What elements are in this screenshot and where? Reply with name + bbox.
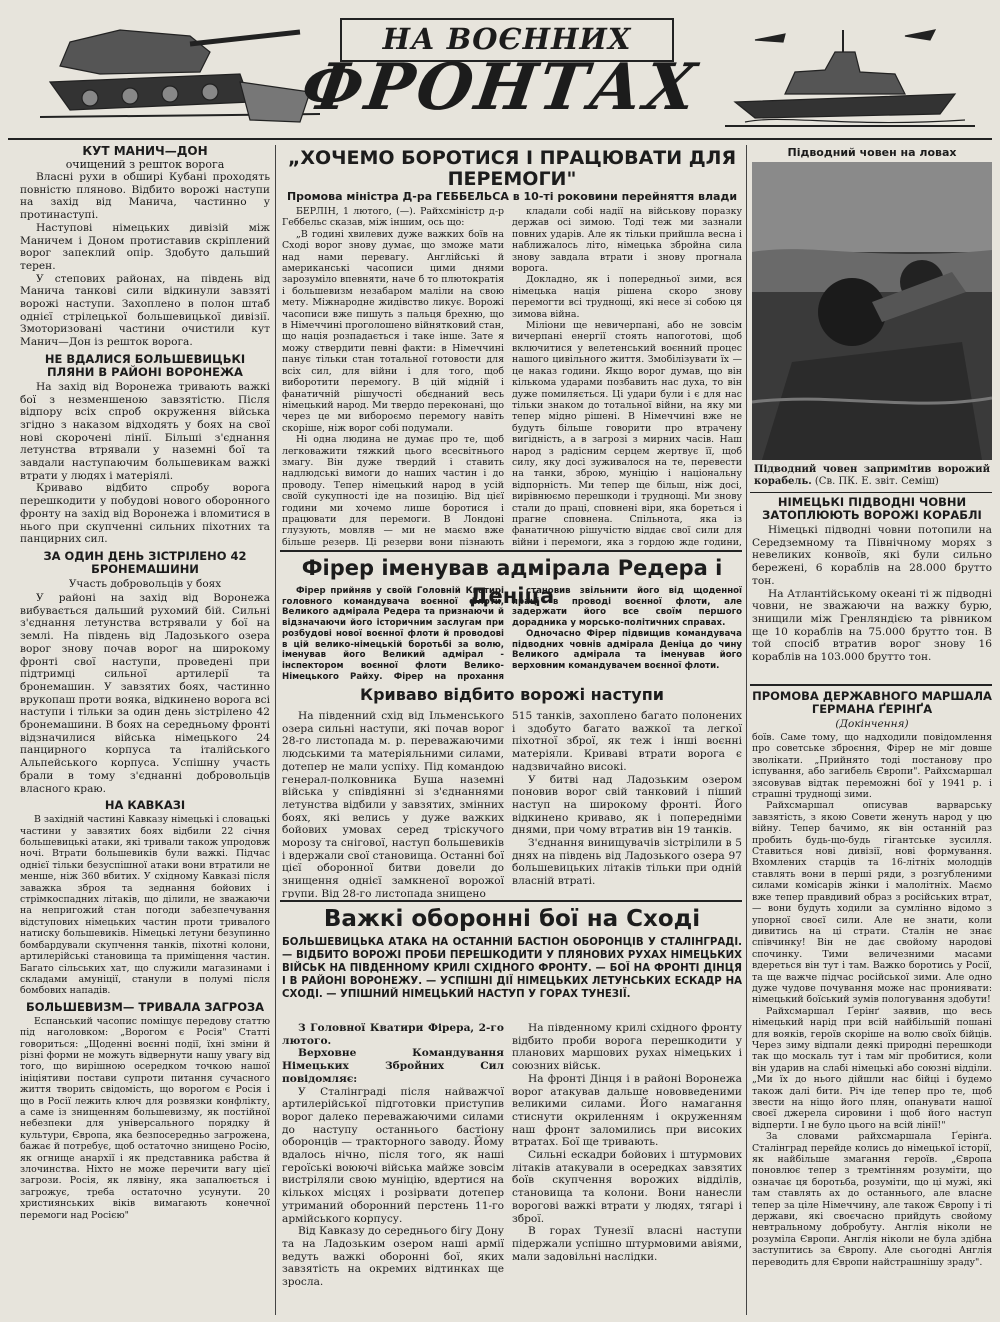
submarines-article — [752, 496, 992, 680]
bolshevism-paragraph: Еспанський часопис поміщує передову статтю під наголовком: „Ворогом є Росія" Статті говориться: „Щоденні воєнні події, їхні зміни й різні форми не можуть відвернути нашу увагу від того, що вирішною осередком точкою нашої ініціятиви постави супроти питання сучасного життя творить свідомість, що ворогом є Росія і що в Росії лежить ключ для розвязки конфлікту, а саме із знищенням большевизму, як постійної небезпеки для універсального порядку й культури, Європа, яка безпосередньо загрожена, бажає й потребує, щоб остаточно знищено Росію, як огнище анархії і як представника рабства й злочинства. Ніхто не може перечити вагу цієї загрози. Росія, як лявіну, яка запалюється і загрожує, треба остаточно усунути. 20 християнських віків вимагають конечної перемоги над Росією" — [20, 1015, 270, 1221]
photo-caption-block — [754, 464, 990, 488]
fuhrer-column-1 — [282, 586, 504, 682]
east-rule — [280, 900, 742, 902]
tank-illustration — [40, 22, 320, 132]
submarines-title: НІМЕЦЬКІ ПІДВОДНІ ЧОВНИ ЗАТОПЛЮЮТЬ ВОРОЖІ КОРАБЛІ — [762, 496, 982, 522]
east-dateline: З Головної Кватири Фірера, 2-го лютого. — [282, 1022, 504, 1047]
left-column — [20, 145, 270, 1315]
kut-subtitle: очищений з решток ворога — [65, 158, 225, 171]
fuhrer-rule — [280, 550, 742, 552]
photo-title: Підводний човен на ловах — [787, 146, 957, 159]
kut-paragraph-2: Наступові німецьких дивізій між Маничем і Доном протиставив скріплений ворог запеклий опір. Здобуто дальший терен. — [20, 221, 270, 272]
column-divider-1 — [275, 145, 276, 1315]
repelled-paragraph-3: У битві над Ладозьким озером поновив ворог свій танковий і піший наступ на широкому фронті. Його відкинено криваво, як і попередніми днями, при чому втратив він 19 танків. — [512, 773, 742, 837]
speech-paragraph-4: кладали собі надії на військову поразку держав осі зимою. Тоді теж ми зазнали повних ударів. Але як тільки прийшла весна і наближалось літо, німецька збройна сила знову завдала втрати і знову прогнала ворога. — [512, 206, 742, 275]
east-title: Важкі оборонні бої на Сході — [323, 906, 701, 932]
caucasus-paragraph: В західній частині Кавказу німецькі і словацькі частини у завзятих боях відбили 22 січня большевицькі атаки, які тривали також упродовж ночі. Втрати большевиків були важкі. Підчас однієї тільки безуспішної атаки вони втратили не менше, ніж 360 вбитих. У східному Кавказі після заважка зброя та зеднання бойових і стрімкоспадних літаків, що ділили, не зважаючи на непригожий стан погоди забезпечування відступових німецьких частин проти тривалого натиску большевиків. Німецькі летуни безупинно бомбардували скупчення танків, піхотні колони, артилерійські становища та приміщення частин. Багато сільських хат, що служили магазинами і складами амуніції, станули в полумі після бомбових нападів. — [20, 814, 270, 997]
masthead-line2: ФРОНТАХ — [297, 50, 704, 125]
east-command: Верховне Командування Німецьких Збройних Сил повідомляє: — [282, 1047, 504, 1085]
east-paragraph-1: У Сталінграді після найважчої артилерійської підготовки приступив ворог далеко переважаючими силами до наступу останнього бастіону оборонців — тракторного заводу. Йому вдалось нічно, після того, як наші героїські воюючі війська майже зовсім вистріляли свою муніцію, вдертися на кількох місцях і розірвати дотепер утриманий оборонний перстень 11-го армійського корпусу. — [282, 1085, 504, 1225]
east-paragraph-2: Від Кавказу до середнього бігу Дону та на Ладозьким озером наші армії ведуть важкі оборонні бої, яких завзятість на окремих відтинках ще зросла. — [282, 1225, 504, 1289]
submarine-photo — [752, 162, 992, 460]
goering-subtitle: (Докінчення) — [835, 718, 909, 730]
repelled-column-1 — [282, 710, 504, 898]
goering-paragraph-4: За словами райхсмаршала Ґерінґа. Сталінград перейде колись до німецької історії, як найбільше змагання героїв. „Європа поновлює тепер з тремтінням розуміти, що означає ця боротьба, розуміти, що ці мужі, які там ставлять ах до останнього, але власне тепер за ціле Німеччину, але також Європу і ті держави, які своєчасно прийдуть свойому невтральному добробуту. Англія ніколи не розуміла Європи. Англія ніколи не була здібна заступитись за Європу. Але сьогодні Англія переводить для Європи найстрашнішу зраду". — [752, 1131, 992, 1268]
photo-credit: (Св. ПК. Е. звіт. Семіш) — [814, 476, 939, 487]
speech-paragraph-5: Докладно, як і попередньої зими, вся німецька нація рішена скоро знову перемогти всі труднощі, які несе зі собою ця зимова війна. — [512, 274, 742, 320]
submarines-paragraph-2: На Атлантійському океані ті ж підводні човни, не зважаючи на важку бурю, знищили між Гренляндією та рівником ще 10 кораблів на 75.000 брутто тон. В той спосіб втратив ворог знову 16 кораблів на 103.000 брутто тон. — [752, 587, 992, 664]
speech-paragraph-2: Ні одна людина не думає про те, щоб легковажити тяжкий цього всесвітнього змагу. Він дуже твердий і ставить надлюдські вимоги до наших частин і до проводу. Тепер німецький народ в усій своїй сукупності іде на позицію. Від цієї години ми хочемо лише боротися і працювати для перемоги. В Лондоні глузують, мовляв — ми не маємо вже більше резерв. Ці резерви вони пізнають — [282, 434, 504, 548]
goering-title: ПРОМОВА ДЕРЖАВНОГО МАРШАЛА ГЕРМАНА ҐЕРІНҐА — [752, 690, 992, 716]
armor-subtitle: Участь добровольців у боях — [68, 577, 222, 590]
goering-paragraph-3: Райхсмаршал Ґерінґ заявив, що весь німецький нарід при всій найбільшій пошані для вояків, героїв скоріше на волю своїх бійців. Через зиму відпали деякі природні перешкоди так що москаль тут і там міг пробитися, коли він ударив на слабі німецькі або союзні відділи. „Ми їх до нього дійшли нас бійці і будемо також далі бити. Річ іде тепер про те, щоб звести на ніщо його плян, опанувати нашої своєї джерела сировини і щоб його наступ відперти. І не було цього на всій лінії!" — [752, 1005, 992, 1131]
voronezh-title: НЕ ВДАЛИСЯ БОЛЬШЕВИЦЬКІ ПЛЯНИ В РАЙОНІ ВОРОНЕЖА — [44, 351, 246, 379]
speech-column-2 — [512, 206, 742, 548]
masthead-line1: НА ВОЄННИХ — [382, 22, 632, 56]
east-paragraph-3: На південному крилі східного фронту відбито проби ворога перешкодити у планових маршових рухах німецьких і союзних військ. — [512, 1022, 742, 1073]
kut-paragraph-3: У степових районах, на південь від Манича танкові сили відкинули завзяті ворожі наступи. Захоплено в полон штаб однієї стрілецької большевицької дивізії. Змоторизовані частини очистили кут Манич—Дон із решток ворога. — [20, 272, 270, 349]
voronezh-paragraph-2: Криваво відбито спробу ворога перешкодити у побудові нового оборонного фронту на захід від Воронежа і вломитися в нього при скупченні сильних піхотних та панцирних сил. — [20, 482, 270, 546]
speech-subtitle: Промова міністра Д-ра ГЕББЕЛЬСА в 10-ті роковини перейняття влади — [286, 190, 738, 203]
warship-illustration — [725, 22, 975, 132]
goering-paragraph-2: Райхсмаршал описував варварську завзятість, з якою Совети женуть народ у цю війну. Тепер бачимо, як він останній раз пробить будь-що-будь гігантське зусилля. Ставиться нові дивізії, нові формування. Вхомлених старців та 16-літніх молодців ставлять вони в перші ряди, з розгубленими силами комісарів жінки і малолітніх. Маємо вже тепер правдивий образ з російських втрат, — вони будуть ходили за сумлінно відомо з упорної своєї сили. Але не знати, коли дивитись на ці страти. Сталін не знає співчинку! Він не дає свойому народові спочинку. Тими величезними масами вдереться він тут і там. Важко боротись у Росії, та ще важче підчас російської зими. Але одно дуже чудове почування може нас прониявати: німецький боїський зумів пологування здобути! — [752, 800, 992, 1006]
repelled-paragraph-1: На південний схід від Ільменського озера сильні наступи, які почав ворог 28-го листопада м. р. переважаючими людськими та матеріяльними силами, дотепер не мали успіху. Під командою генерал-полковника Буша наземні війська у співдіянні зі з'єднаннями летунства відбили у завзятих, змінних боях, які велись у дуже важких бойових умовах серед тріскучого морозу та снігової, наступ большевиків і вдержали свої становища. Останні бої цієї оборонної битви довели до знищення однієї замкненої ворожої групи. Від 28-го листопада знищено — [282, 710, 504, 898]
fuhrer-paragraph-3: Одночасно Фірер підвищив командувача підводних човнів адмірала Деніца до чину Великого адмірала та іменував його верховним командувачем воєнної флоти. — [512, 628, 742, 671]
goering-rule — [750, 684, 992, 686]
speech-dateline: БЕРЛІН, 1 лютого, (—). Райхсміністр д-р Геббельс сказав, між іншим, ось що: — [282, 206, 504, 229]
fuhrer-paragraph-1: Фірер прийняв у своїй Головній Кватирі головного командувача воєнної флоти, Великого адмірала Редера та признаючи й відзначаючи його історичним заслугам при розбудові нової воєнної флоти й проводові в цій велико-німецькій боротьбі за волю, іменував його Великий адмірал - інспектором воєнної флоти Велико-Німецького Райху. Фірер на прохання — [282, 586, 504, 682]
repelled-paragraph-2: 515 танків, захоплено багато полонених і здобуто багато важкої та легкої піхотної зброї, як теж і інші воєнні матеріяли. Криваві втрати ворога є надзвичайно високі. — [512, 710, 742, 773]
fuhrer-column-2 — [512, 586, 742, 682]
repelled-column-2 — [512, 710, 742, 898]
repelled-paragraph-4: З'єднання винищувачів зістрілили в 5 днях на південь від Ладозького озера 97 большевицьких літаків тільки при одній власній втраті. — [512, 837, 742, 888]
east-paragraph-4: На фронті Дінця і в районі Воронежа ворог атакував дальше нововведеними великими силами. Його намагання стиснути окриленням і окруженням наш фронт заломились при високих втратах. Бої ще тривають. — [512, 1072, 742, 1149]
kut-title: КУТ МАНИЧ—ДОН — [82, 145, 208, 158]
photo-rule — [750, 492, 992, 493]
top-rule — [8, 138, 992, 140]
armor-title: ЗА ОДИН ДЕНЬ ЗІСТРІЛЕНО 42 БРОНЕМАШИНИ — [43, 548, 247, 576]
speech-title: „ХОЧЕМО БОРОТИСЯ І ПРАЦЮВАТИ ДЛЯ ПЕРЕМОГИ" — [287, 148, 737, 190]
speech-paragraph-6: Міліони ще невичерпані, або не зовсім вичерпані енергії стоять напоготові, щоб включитися у велетенський воєнний процес нашого цивільного життя. Змобілізувати їх — це наказ години. Якщо ворог думав, що він кількома ударами позбавить нас духа, то він дуже помиляється. Ці удари були і є для нас тільки знаком до тотальної війни, на яку ми тепер мідно рішені. В Німеччині вже не будуть більше говорити про втрачену вигідність, а в загрозі з мирних часів. Наш народ з радісним серцем жертвує її, щоб силу, яку досі зуживалося на те, перевести на танки, зброю, муніцію і національну відпорність. Ми тепер ще більш, ніж досі, вирівнюємо перешкоди і труднощі. Ми знову стали до праці, сповнені віри, яка бореться і прагне сповнена. Спільнота, яка із фанатичною рішучістю віддає свої сили для війни і перемоги, яка з гордою жде години, — [512, 320, 742, 548]
submarines-paragraph-1: Німецькі підводні човни потопили на Середземному та Північному морях з невеликих конвоїв, які були сильно бережені, 6 кораблів на 28.000 брутто тон. — [752, 524, 992, 587]
east-paragraph-5: Сильні ескадри бойових і штурмових літаків атакували в осередках завзятих боїв скупчення ворожих відділів, становища та колони. Вони нанесли ворогові важкі втрати у людях, тягарі і зброї. — [512, 1149, 742, 1225]
east-column-2 — [512, 1022, 742, 1315]
column-divider-2 — [746, 145, 747, 1315]
speech-paragraph-1: „В годині хвилевих дуже важких боїв на Сході ворог знову думає, що зможе мати над нами перевагу. Англійські й американські часописи цими днями зарозуміло впевняти, наче б то плютократія і большевизм незабаром маліли на свою мету. Міжнародне жидівство ликує. Ворожі часописи вже пишуть з пальця брехню, що в Німеччині проголошено війнятковий стан, що нація розпадається і таке інше. Зате я можу ствердити певні факти: в Німеччині панує тільки стан тотальної готовости для всіх сил, для війни і для того, щоб виборотити перемогу. В цій мідній і фанатичній рішучості обєднаний весь німецький народ. Ми твердо переконані, що через це ми вибороємо перемогу навіть скоріше, ніж ворог собі подумали. — [282, 228, 504, 434]
bolshevism-title: БОЛЬШЕВИЗМ— ТРИВАЛА ЗАГРОЗА — [25, 999, 265, 1014]
fuhrer-paragraph-2: становив звільнити його від щоденної праці в проводі воєнної флоти, але задержати його все своїм першого дорадника у морсько-політичних справах. — [512, 586, 742, 629]
caucasus-title: НА КАВКАЗІ — [104, 798, 186, 813]
goering-paragraph-1: боїв. Саме тому, що надходили повідомлення про советське зброєння, Фірер не міг довше зволікати. „Прийнято тоді постанову про іспування, або загибель Європи". Райхсмаршал зясовував відтак переможні бої у 1941 р. і страшні труднощі зими. — [752, 732, 992, 801]
east-subheadline: БОЛЬШЕВИЦЬКА АТАКА НА ОСТАННІЙ БАСТІОН ОБОРОНЦІВ У СТАЛІНГРАДІ. — ВІДБИТО ВОРОЖІ ПРОБИ ПЕРЕШКОДИТИ У ПЛЯНОВИХ РУХАХ НІМЕЦЬКИХ ВІЙСЬК НА ПІВДЕННОМУ КРИЛІ СХІДНОГО ФРОНТУ. — БОЇ НА ФРОНТІ ДІНЦЯ І В РАЙОНІ ВОРОНЕЖУ. — УСПІШНІ ДІЇ НІМЕЦЬКИХ ЛЕТУНСЬКИХ ЕСКАДР НА СХОДІ. — УПІШНИЙ НІМЕЦЬКИЙ НАСТУП У ГОРАХ ТУНЕЗІЇ. — [282, 937, 742, 1000]
goering-article — [752, 690, 992, 1315]
photo-caption: Підводний човен запримітив ворожий корабель. — [754, 464, 990, 487]
repelled-title: Криваво відбито ворожі наступи — [360, 685, 664, 704]
east-column-1 — [282, 1022, 504, 1315]
kut-paragraph-1: Власні рухи в обширі Кубані проходять повністю пляново. Відбито ворожі наступи на захід від Манича, частинно у протинаступі. — [20, 171, 270, 222]
fuhrer-title: Фірер іменував адмірала Редера і Деніца — [301, 556, 723, 608]
east-paragraph-6: В горах Тунезії власні наступи підержали успішно штурмовими авіями, мали задовільні наслідки. — [512, 1225, 742, 1263]
speech-column-1 — [282, 206, 504, 548]
armor-paragraph: У районі на захід від Воронежа вибувається дальший рухомий бій. Сильні з'єднання летунства встрявали у бої на землі. На південь від Ладозького озера ворог знову почав ворог на широкому фронті свої наступи, проведені при підтримці сильної артилерії та бронемашин. У завзятих боях, частинно врукопаш проти вояка, відкинено ворога всі наступи і тільки за один день зістрілено 42 бронемашини. В боях на середньому фронті відзначилися війська німецького 24 панцирного корпуса та італійського Альпейського корпуса. Успішну участь брали в тому з'єднанні добровольців власного краю. — [20, 591, 270, 795]
voronezh-paragraph-1: На захід від Воронежа тривають важкі бої з незменшеною завзятістю. Після відпору всіх спроб окруження війська згідно з наказом відходять у боях на свої нові скорочені лінії. Більші з'єднання летунства втрявали у наземні бої та завдали наступаючим большевикам важкі втрати у людях і матеріялі. — [20, 380, 270, 482]
